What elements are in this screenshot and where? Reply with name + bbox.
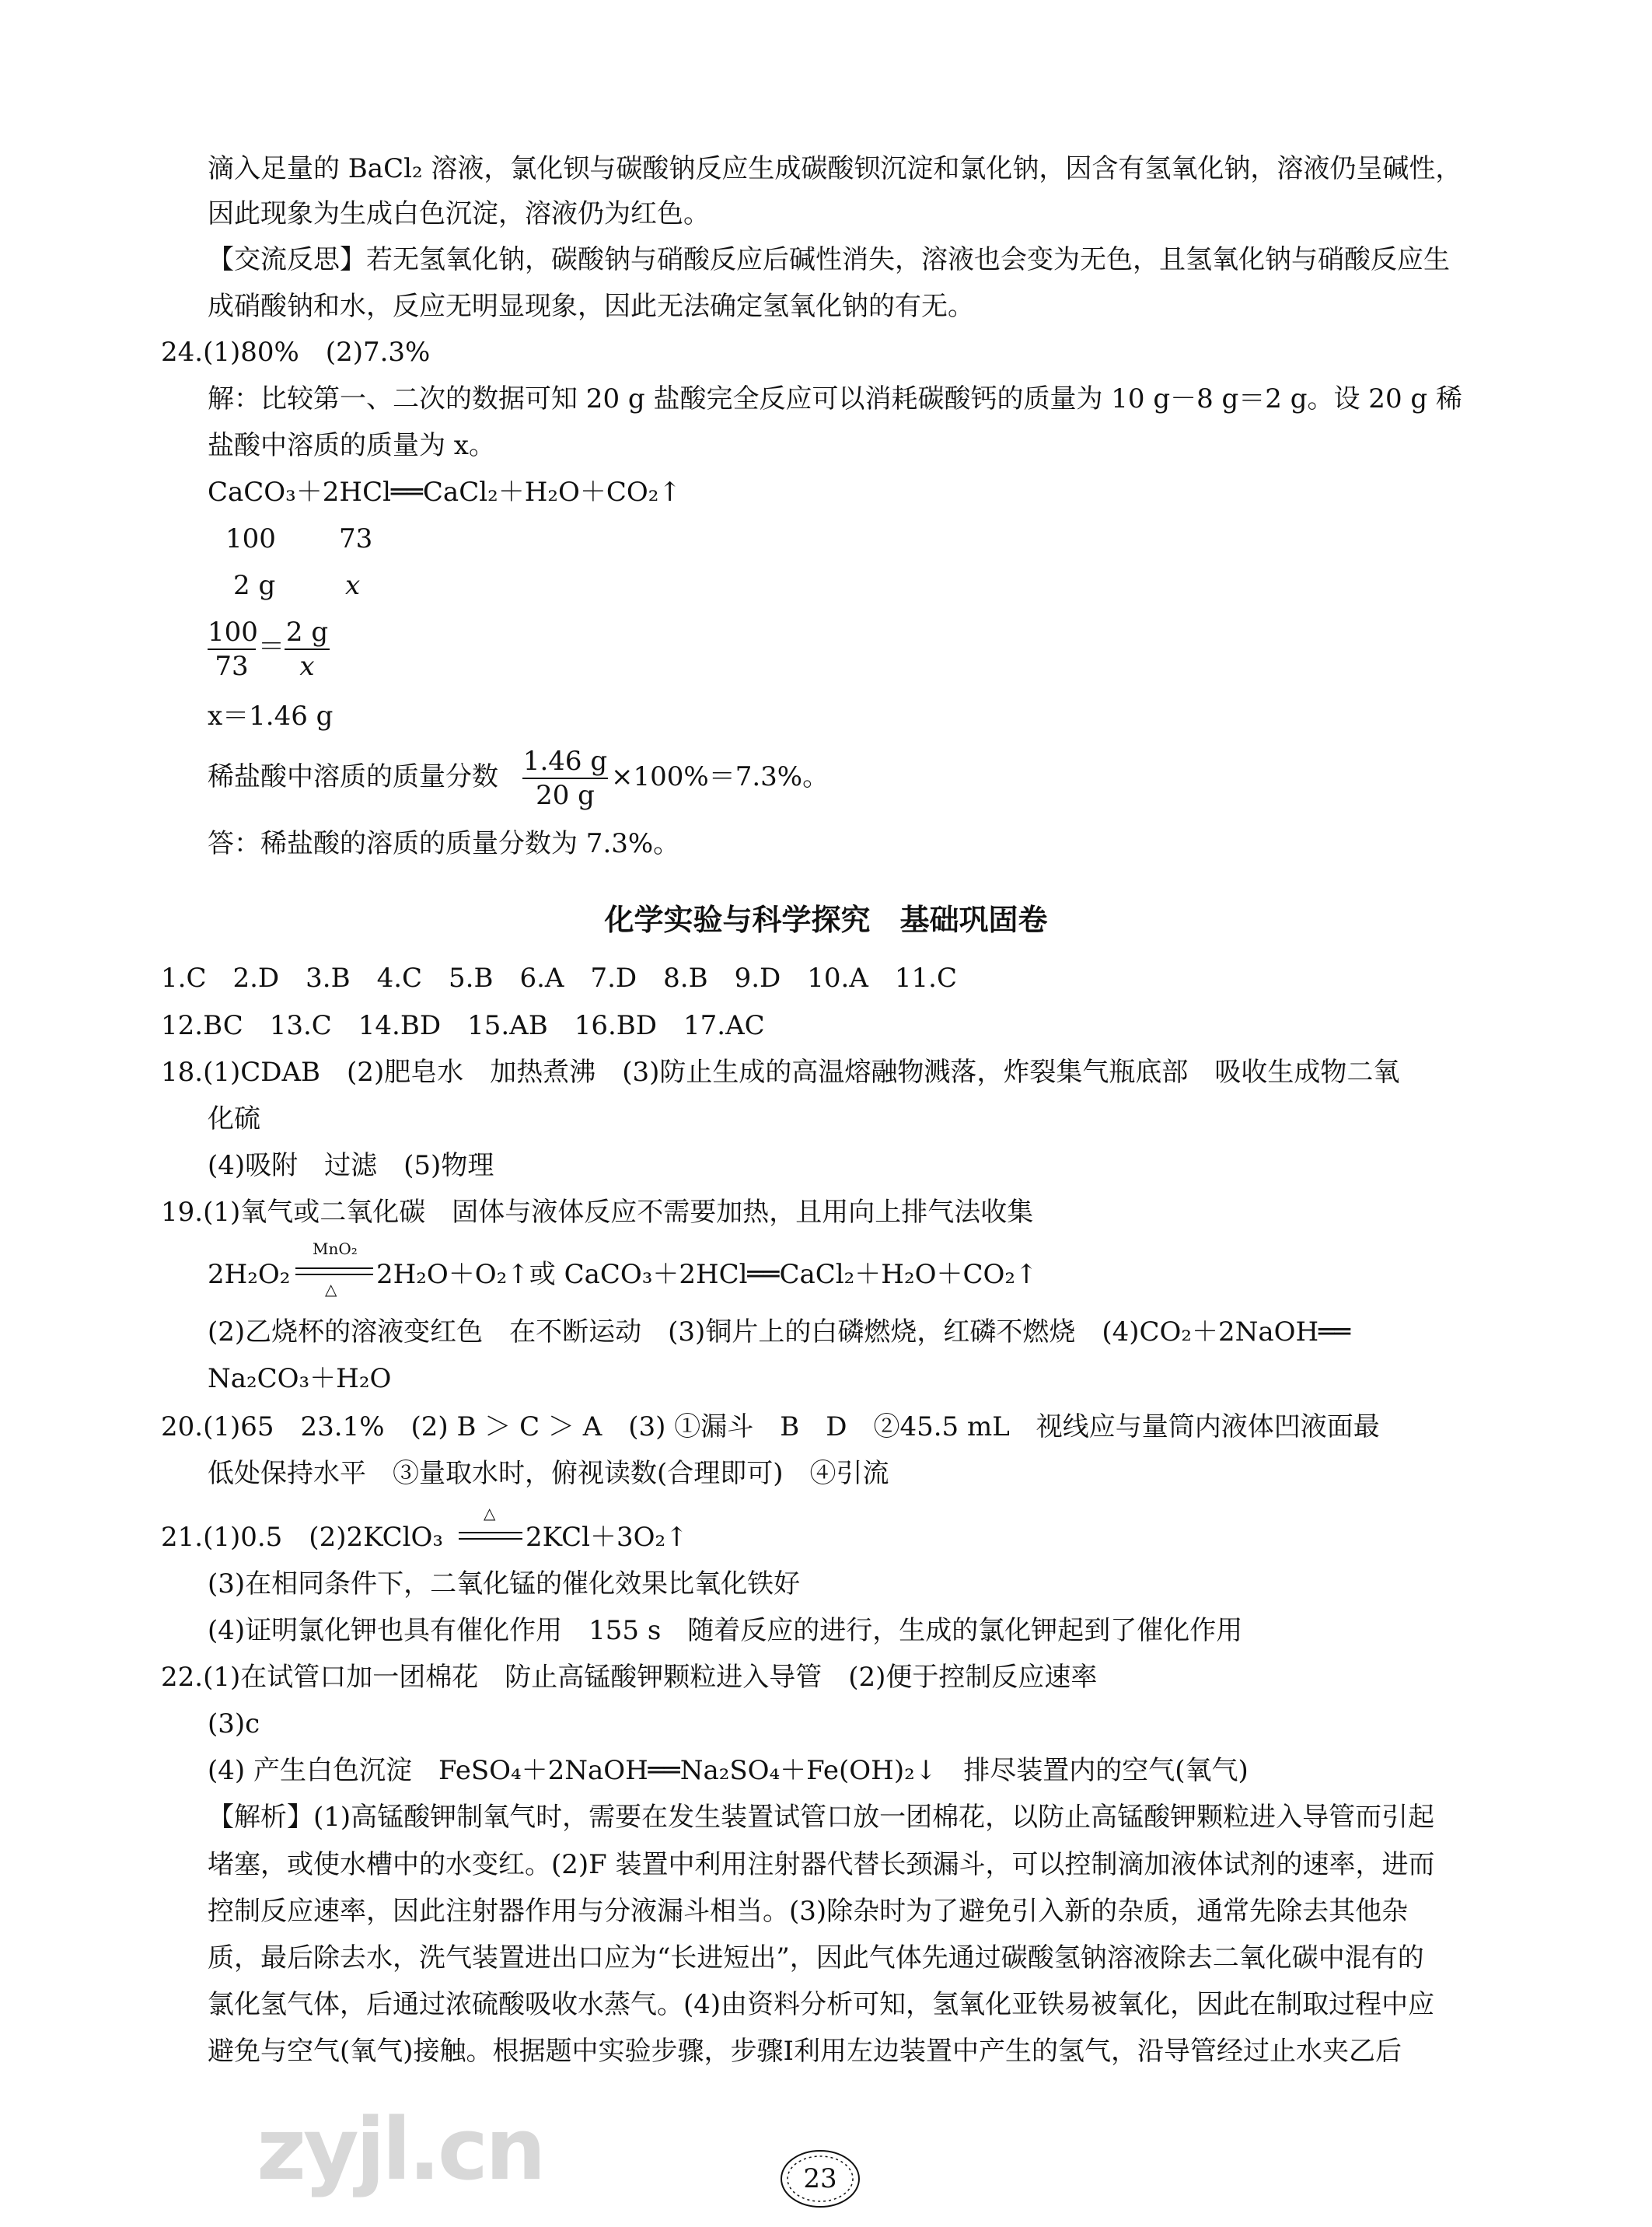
- q20-line-2: 低处保持水平 ③量取水时，俯视读数(合理即可) ④引流: [208, 1458, 889, 1489]
- section-title: 化学实验与科学探究 基础巩固卷: [604, 903, 1048, 937]
- page-number-badge: [777, 2148, 863, 2210]
- heat-symbol: △: [325, 1280, 337, 1299]
- q21-eq-right: 2KCl＋3O₂↑: [526, 1522, 688, 1553]
- mass-100: 100: [225, 523, 276, 554]
- q24-solution-2: 盐酸中溶质的质量为 x。: [208, 430, 495, 461]
- q21-line-3: (4)证明氯化钾也具有催化作用 155 s 随着反应的进行，生成的氯化钾起到了催化作用: [208, 1615, 1243, 1646]
- q24-final-answer: 答：稀盐酸的溶质的质量分数为 7.3%。: [208, 828, 680, 859]
- mass-2g: 2 g: [233, 570, 276, 601]
- ratio-right-fraction: [285, 619, 330, 680]
- q22-line-3: (4) 产生白色沉淀 FeSO₄＋2NaOH══Na₂SO₄＋Fe(OH)₂↓ 排尽装置内的空气(氧气): [208, 1755, 1249, 1786]
- q18-line-1: 18.(1)CDAB (2)肥皂水 加热煮沸 (3)防止生成的高温熔融物溅落，炸裂集气瓶底部 吸收生成物二氧: [161, 1057, 1400, 1088]
- ratio-left-denominator: 73: [215, 651, 249, 682]
- text-line-1: 滴入足量的 BaCl₂ 溶液，氯化钡与碳酸钠反应生成碳酸钡沉淀和氯化钠，因含有氢氧化钠，溶液仍呈碱性，: [208, 153, 1462, 184]
- q24-solution-1: 解：比较第一、二次的数据可知 20 g 盐酸完全反应可以消耗碳酸钙的质量为 10 g－8 g＝2 g。设 20 g 稀: [208, 383, 1462, 414]
- q19-line-3: (2)乙烧杯的溶液变红色 在不断运动 (3)铜片上的白磷燃烧，红磷不燃烧 (4)CO₂＋2NaOH══: [208, 1316, 1351, 1348]
- mass-fraction-result: ×100%＝7.3%。: [611, 761, 829, 792]
- text-line-4: 成硝酸钠和水，反应无明显现象，因此无法确定氢氧化钠的有无。: [208, 291, 974, 322]
- q22-line-1: 22.(1)在试管口加一团棉花 防止高锰酸钾颗粒进入导管 (2)便于控制反应速率: [161, 1662, 1098, 1693]
- analysis-line-3: 控制反应速率，因此注射器作用与分液漏斗相当。(3)除杂时为了避免引入新的杂质，通常先除去其他杂: [208, 1896, 1409, 1927]
- text-line-3: 【交流反思】若无氢氧化钠，碳酸钠与硝酸反应后碱性消失，溶液也会变为无色，且氢氧化钠与硝酸反应生: [208, 244, 1450, 275]
- catalyst-label: MnO₂: [313, 1239, 358, 1258]
- analysis-line-2: 堵塞，或使水槽中的水变红。(2)F 装置中利用注射器代替长颈漏斗，可以控制滴加液体试剂的速率，进而: [208, 1849, 1435, 1880]
- q24-answer: 24.(1)80% (2)7.3%: [161, 337, 431, 368]
- mass-73: 73: [339, 523, 373, 554]
- reaction-arrow: [295, 1267, 373, 1275]
- mass-x: x: [345, 570, 361, 601]
- page-number: 23: [803, 2163, 837, 2194]
- answers-1-11: 1.C 2.D 3.B 4.C 5.B 6.A 7.D 8.B 9.D 10.A 11.C: [161, 963, 957, 994]
- text-line-2: 因此现象为生成白色沉淀，溶液仍为红色。: [208, 198, 710, 229]
- mass-fraction-label: 稀盐酸中溶质的质量分数: [208, 761, 498, 792]
- mass-fraction-denominator: 20 g: [536, 780, 595, 811]
- analysis-line-4: 质，最后除去水，洗气装置进出口应为“长进短出”，因此气体先通过碳酸氢钠溶液除去二氧化碳中混有的: [208, 1942, 1424, 1974]
- q21-eq-left: 21.(1)0.5 (2)2KClO₃: [161, 1522, 443, 1553]
- ratio-right-denominator: x: [299, 651, 315, 682]
- q19-eq-right: 2H₂O＋O₂↑或 CaCO₃＋2HCl══CaCl₂＋H₂O＋CO₂↑: [376, 1259, 1038, 1290]
- q24-equation: CaCO₃＋2HCl══CaCl₂＋H₂O＋CO₂↑: [208, 477, 681, 508]
- q18-line-2: 化硫: [208, 1103, 260, 1134]
- reaction-arrow-21: [459, 1532, 522, 1540]
- mass-fraction: [522, 748, 608, 809]
- q19-line-1: 19.(1)氧气或二氧化碳 固体与液体反应不需要加热，且用向上排气法收集: [161, 1197, 1034, 1228]
- heat-symbol-21: △: [484, 1504, 496, 1523]
- q22-line-2: (3)c: [208, 1708, 260, 1739]
- ratio-left-numerator: 100: [208, 617, 258, 648]
- ratio-left-fraction: [208, 619, 256, 680]
- analysis-line-1: 【解析】(1)高锰酸钾制氧气时，需要在发生装置试管口放一团棉花，以防止高锰酸钾颗粒进入导管而引起: [208, 1802, 1435, 1833]
- analysis-line-5: 氯化氢气体，后通过浓硫酸吸收水蒸气。(4)由资料分析可知，氢氧化亚铁易被氧化，因此在制取过程中应: [208, 1989, 1435, 2020]
- x-result: x＝1.46 g: [208, 701, 334, 732]
- analysis-line-6: 避免与空气(氧气)接触。根据题中实验步骤，步骤Ⅰ利用左边装置中产生的氢气，沿导管经过止水夹乙后: [208, 2036, 1402, 2067]
- q19-line-4: Na₂CO₃＋H₂O: [208, 1363, 392, 1394]
- q18-line-3: (4)吸附 过滤 (5)物理: [208, 1150, 494, 1181]
- ratio-equals: ＝: [258, 631, 285, 663]
- watermark: zyjl.cn: [257, 2099, 543, 2199]
- q19-eq-left: 2H₂O₂: [208, 1259, 291, 1290]
- ratio-right-numerator: 2 g: [285, 617, 329, 648]
- q21-line-2: (3)在相同条件下，二氧化锰的催化效果比氧化铁好: [208, 1568, 801, 1599]
- q20-line-1: 20.(1)65 23.1% (2) B ＞ C ＞ A (3) ①漏斗 B D ②45.5 mL 视线应与量筒内液体凹液面最: [161, 1411, 1380, 1442]
- mass-fraction-numerator: 1.46 g: [522, 746, 608, 777]
- answers-12-17: 12.BC 13.C 14.BD 15.AB 16.BD 17.AC: [161, 1010, 765, 1041]
